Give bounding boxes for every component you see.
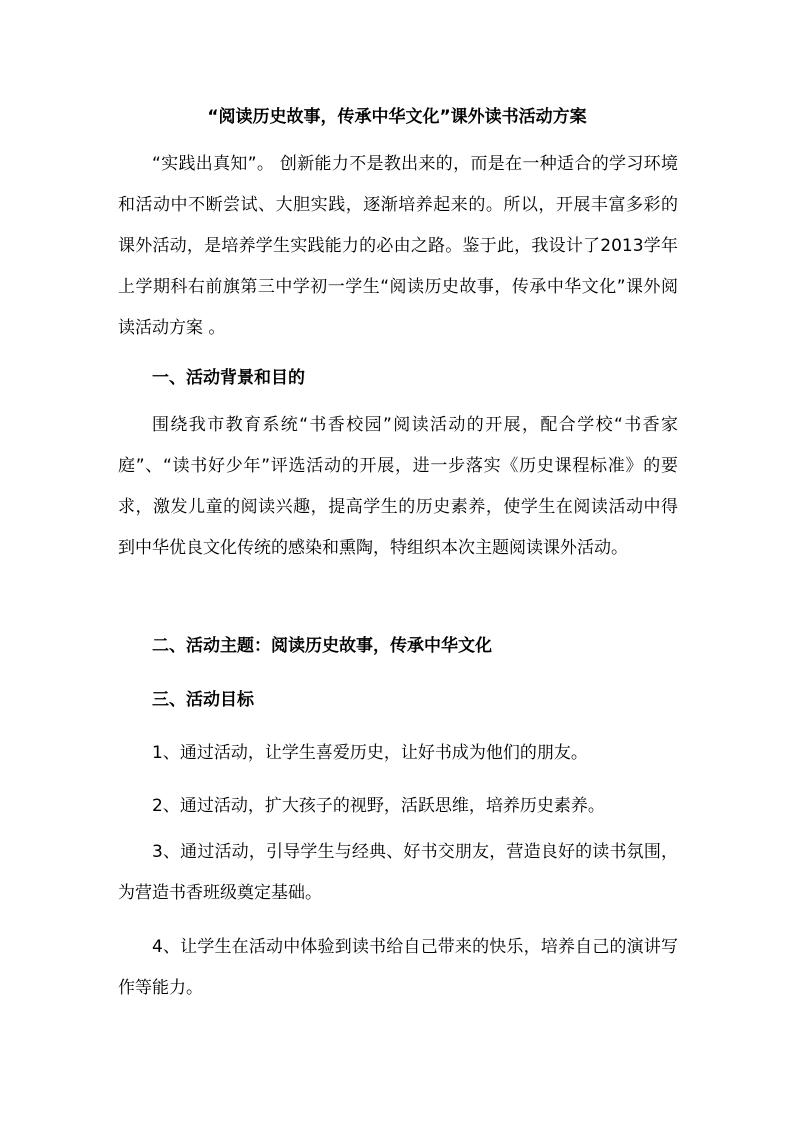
section-heading-goals: 三、活动目标: [152, 690, 254, 710]
document-title: “阅读历史故事，传承中华文化”课外读书活动方案: [207, 107, 587, 127]
goal-item-4: 4、让学生在活动中体验到读书给自己带来的快乐，培养自己的演讲写作等能力。: [118, 937, 678, 998]
section-heading-background: 一、活动背景和目的: [152, 368, 305, 388]
goal-item-3: 3、通过活动，引导学生与经典、好书交朋友，营造良好的读书氛围，为营造书香班级奠定基础。: [118, 842, 678, 903]
goal-item-2: 2、通过活动，扩大孩子的视野，活跃思维，培养历史素养。: [152, 796, 605, 816]
intro-paragraph: “实践出真知”。 创新能力不是教出来的，而是在一种适合的学习环境和活动中不断尝试、大胆实践，逐渐培养起来的。所以，开展丰富多彩的课外活动，是培养学生实践能力的必由之路。鉴于此，我设计了2013学年上学期科右前旗第三中学初一学生“阅读历史故事，传承中华文化”课外阅读活动方案 。: [118, 154, 678, 338]
background-paragraph: 围绕我市教育系统“书香校园”阅读活动的开展，配合学校“书香家庭”、“读书好少年”评选活动的开展，进一步落实《历史课程标准》的要求，激发儿童的阅读兴趣，提高学生的历史素养，使学生在阅读活动中得到中华优良文化传统的感染和熏陶，特组织本次主题阅读课外活动。: [118, 415, 678, 558]
section-heading-theme: 二、活动主题：阅读历史故事，传承中华文化: [152, 636, 492, 656]
goal-item-1: 1、通过活动，让学生喜爱历史，让好书成为他们的朋友。: [152, 743, 588, 763]
